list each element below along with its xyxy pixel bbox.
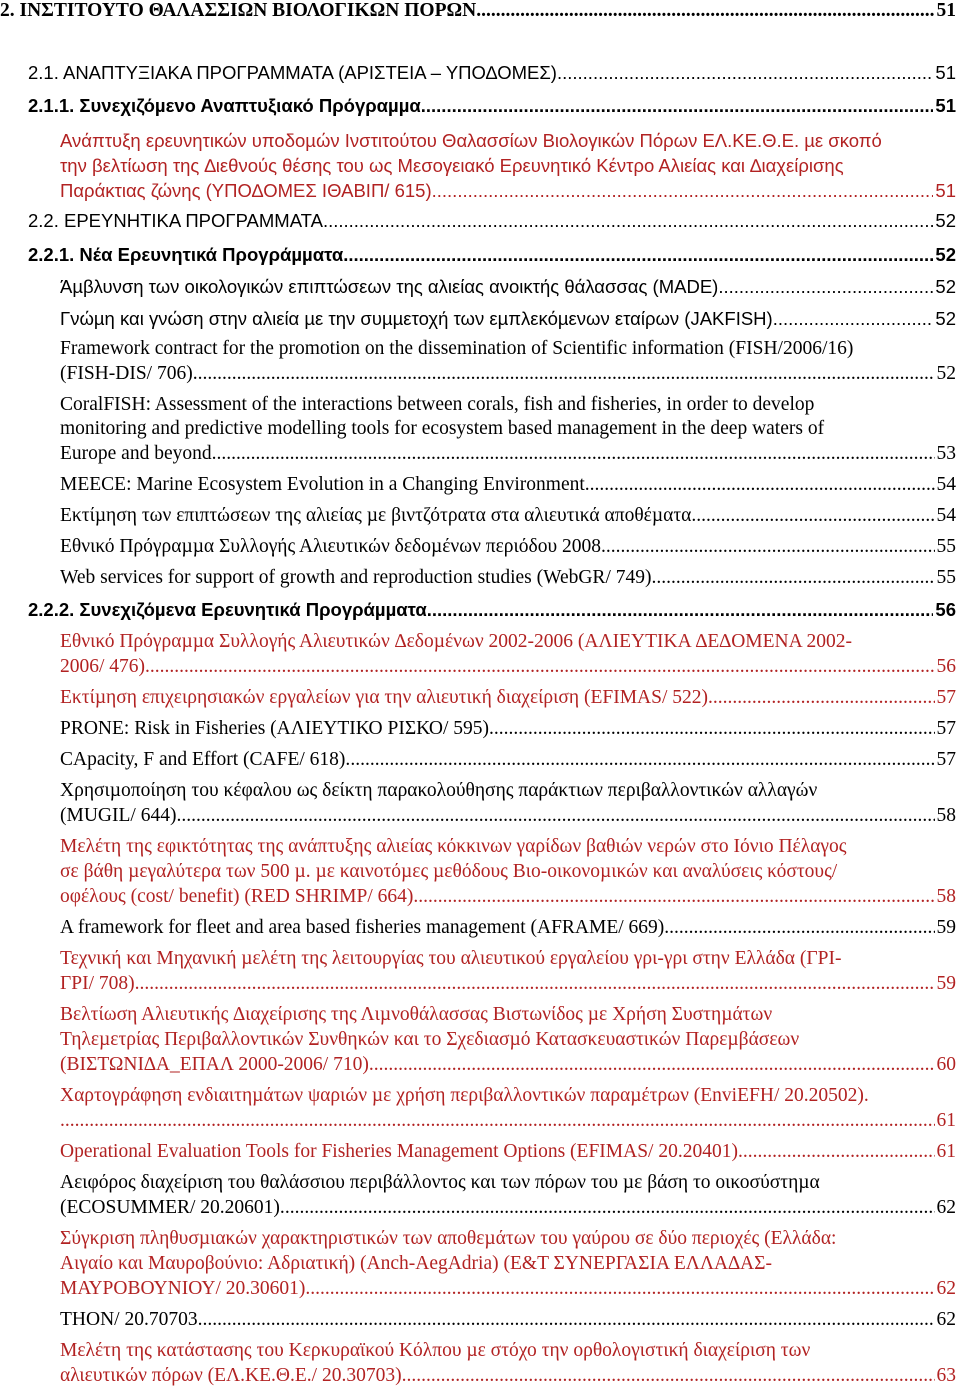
toc-entry-line[interactable] bbox=[60, 567, 956, 589]
toc-entry-line[interactable] bbox=[60, 474, 956, 496]
toc-entry-line[interactable] bbox=[60, 1197, 956, 1219]
toc-entry-line[interactable] bbox=[60, 1340, 956, 1362]
toc-entry-title: CApacity, F and Effort (CAFE/ 618). bbox=[60, 749, 351, 770]
toc-page-number: 61 bbox=[936, 1141, 956, 1162]
toc-entry-line[interactable] bbox=[60, 749, 956, 771]
toc-page-number: 56 bbox=[936, 656, 956, 677]
toc-entry-title: (FISH-DIS/ 706). bbox=[60, 363, 198, 384]
dot-leader bbox=[696, 505, 934, 527]
dot-leader bbox=[606, 536, 935, 558]
toc-entry-title: (ECOSUMMER/ 20.20601). bbox=[60, 1197, 285, 1218]
toc-entry-title: Εθνικό Πρόγραµµα Συλλογής Αλιευτικών ∆εδοµένων 2002-2006 (ΑΛΙΕΥΤΙΚΑ ∆Ε∆ΟΜΕΝΑ 2002- bbox=[60, 631, 853, 652]
toc-entry-line[interactable] bbox=[60, 394, 956, 416]
toc-entry-line[interactable] bbox=[60, 656, 956, 678]
toc-page-number: 56 bbox=[935, 599, 956, 620]
toc-page-number: 63 bbox=[936, 1365, 956, 1386]
toc-entry-line[interactable] bbox=[60, 687, 956, 709]
dot-leader bbox=[437, 180, 934, 202]
toc-page-number: 53 bbox=[936, 443, 956, 464]
toc-page-number: 52 bbox=[936, 363, 956, 384]
dot-leader bbox=[181, 805, 934, 827]
toc-page-number: 61 bbox=[936, 1110, 956, 1131]
toc-page-number: 51 bbox=[935, 62, 956, 83]
toc-entry-line[interactable] bbox=[60, 836, 956, 858]
toc-entry-line[interactable] bbox=[60, 973, 956, 995]
toc-entry-line[interactable] bbox=[60, 780, 956, 802]
toc-page-number: 52 bbox=[935, 276, 956, 297]
dot-leader bbox=[374, 1054, 935, 1076]
toc-entry-line[interactable] bbox=[60, 536, 956, 558]
toc-page-number: 51 bbox=[936, 0, 956, 21]
toc-entry-title: 2.1. ΑΝΑΠΤΥΞΙΑΚΑ ΠΡΟΓΡΑΜΜΑΤΑ (ΑΡΙΣΤΕΙΑ – ΥΠΟ∆ΟΜΕΣ) bbox=[28, 62, 557, 83]
toc-page-number: 62 bbox=[936, 1278, 956, 1299]
toc-entry-line[interactable] bbox=[60, 1309, 956, 1331]
toc-entry-title: Operational Evaluation Tools for Fisheries Management Options (EFIMAS/ 20.20401). bbox=[60, 1141, 743, 1162]
toc-page-number: 55 bbox=[936, 567, 956, 588]
dot-leader bbox=[713, 687, 935, 709]
dot-leader bbox=[60, 1110, 935, 1132]
toc-page-number: 52 bbox=[935, 210, 956, 231]
toc-page-number: 58 bbox=[936, 805, 956, 826]
toc-entry-title: A framework for fleet and area based fisheries management (AFRAME/ 669). bbox=[60, 917, 670, 938]
toc-page-number: 59 bbox=[936, 917, 956, 938]
toc-page-number: 60 bbox=[936, 1054, 956, 1075]
toc-entry-title: Χρησιµοποίηση του κέφαλου ως δείκτη παρακολούθησης παράκτιων περιβαλλοντικών αλλαγών bbox=[60, 780, 818, 801]
toc-entry-2-2[interactable] bbox=[28, 210, 956, 232]
toc-entry-title: Χαρτογράφηση ενδιαιτηµάτων ψαριών µε χρήση περιβαλλοντικών παραµέτρων (EnviEFH/ 20.20502). bbox=[60, 1085, 869, 1106]
toc-entry-title: Αειφόρος διαχείριση του θαλάσσιου περιβάλλοντος και των πόρων του µε βάση το οικοσύστηµα bbox=[60, 1172, 820, 1193]
toc-entry-title: αλιευτικών πόρων (ΕΛ.ΚΕ.Θ.Ε./ 20.30703). bbox=[60, 1365, 407, 1386]
dot-leader bbox=[651, 567, 934, 589]
toc-entry-title: Τεχνική και Μηχανική µελέτη της λειτουργίας του αλιευτικού εργαλείου γρι-γρι στην Ελλάδα (ΓΡΙ- bbox=[60, 948, 842, 969]
toc-entry-2-1-1[interactable] bbox=[28, 95, 956, 117]
toc-entry-title: Framework contract for the promotion on the dissemination of Scientific information (FISH/2006/16) bbox=[60, 338, 854, 359]
toc-entry-title: Άµβλυνση των οικολογικών επιπτώσεων της αλιείας ανοικτής θάλασσας (MADE). bbox=[60, 276, 724, 297]
toc-entry-line[interactable] bbox=[60, 276, 956, 298]
dot-leader bbox=[476, 0, 934, 22]
toc-entry-title: ΓΡΙ/ 708). bbox=[60, 973, 140, 994]
toc-entry-chapter-2[interactable] bbox=[0, 0, 956, 22]
toc-entry-title: Εκτίµηση των επιπτώσεων της αλιείας µε βιντζότρατα στα αλιευτικά αποθέµατα. bbox=[60, 505, 697, 526]
dot-leader bbox=[198, 1309, 935, 1331]
toc-page-number: 54 bbox=[936, 474, 956, 495]
toc-entry-2-2-1[interactable] bbox=[28, 244, 956, 266]
toc-entry-title: 2.2. ΕΡΕΥΝΗΤΙΚΑ ΠΡΟΓΡΑΜΜΑΤΑ bbox=[28, 210, 323, 231]
toc-entry-2-2-2[interactable] bbox=[28, 599, 956, 621]
toc-page-number: 51 bbox=[935, 180, 956, 201]
toc-entry-title: Ανάπτυξη ερευνητικών υποδοµών Ινστιτούτου Θαλασσίων Βιολογικών Πόρων ΕΛ.ΚΕ.Θ.Ε. µε σκοπό bbox=[60, 130, 882, 151]
toc-entry-title: 2.2.2. Συνεχιζόµενα Ερευνητικά Προγράµµατα bbox=[28, 599, 427, 620]
toc-page-number: 52 bbox=[935, 308, 956, 329]
toc-entry-title: ΜΑΥΡΟΒΟΥΝΙΟΥ/ 20.30601). bbox=[60, 1278, 311, 1299]
toc-entry-line[interactable] bbox=[60, 338, 956, 360]
toc-entry-title: Σύγκριση πληθυσµιακών χαρακτηριστικών των αποθεµάτων του γαύρου σε δύο περιοχές (Ελλάδα: bbox=[60, 1228, 837, 1249]
toc-entry-line[interactable] bbox=[60, 1365, 956, 1387]
dot-leader bbox=[140, 973, 935, 995]
dot-leader bbox=[421, 95, 934, 117]
toc-entry-2-1[interactable] bbox=[28, 62, 956, 84]
dot-leader bbox=[743, 1141, 935, 1163]
toc-entry-line[interactable] bbox=[60, 631, 956, 653]
toc-entry-title: 2.1.1. Συνεχιζόµενο Αναπτυξιακό Πρόγραµµα bbox=[28, 95, 421, 116]
dot-leader bbox=[350, 749, 934, 771]
toc-entry-title: Αιγαίο και Μαυροβούνιο: Αδριατική) (Anch-AegAdria) (E&T ΣΥΝΕΡΓΑΣΙΑ ΕΛΛΑ∆ΑΣ- bbox=[60, 1253, 772, 1274]
toc-entry-line[interactable] bbox=[60, 180, 956, 202]
toc-entry-title: MEECE: Marine Ecosystem Evolution in a Changing Environment bbox=[60, 474, 585, 495]
toc-entry-line[interactable] bbox=[60, 443, 956, 465]
toc-entry-title: 2.2.1. Νέα Ερευνητικά Προγράµµατα bbox=[28, 244, 344, 265]
toc-entry-title: Γνώµη και γνώση στην αλιεία µε την συµµετοχή των εµπλεκόµενων εταίρων (JAKFISH). bbox=[60, 308, 778, 329]
toc-page-number: 57 bbox=[936, 687, 956, 708]
toc-entry-line[interactable] bbox=[60, 1085, 956, 1107]
dot-leader bbox=[585, 474, 935, 496]
dot-leader bbox=[494, 718, 935, 740]
toc-entry-title: Μελέτη της εφικτότητας της ανάπτυξης αλιείας κόκκινων γαρίδων βαθιών νερών στο Ιόνιο Πέλαγος bbox=[60, 836, 847, 857]
toc-page-number: 57 bbox=[936, 718, 956, 739]
toc-entry-title: CoralFISH: Assessment of the interactions between corals, fish and fisheries, in order to develop bbox=[60, 394, 815, 415]
toc-entry-line[interactable] bbox=[60, 1054, 956, 1076]
toc-entry-title: Παράκτιας ζώνης (ΥΠΟ∆ΟΜΕΣ ΙΘΑΒΙΠ/ 615). bbox=[60, 180, 437, 201]
toc-entry-title: PRONE: Risk in Fisheries (ΑΛΙΕΥΤΙΚΟ ΡΙΣΚΟ/ 595). bbox=[60, 718, 494, 739]
toc-entry-line[interactable] bbox=[60, 1278, 956, 1300]
toc-entry-line[interactable] bbox=[60, 1029, 956, 1051]
toc-entry-title: 2. ΙΝΣΤΙΤΟΥΤΟ ΘΑΛΑΣΣΙΩΝ ΒΙΟΛΟΓΙΚΩΝ ΠΟΡΩΝ bbox=[0, 0, 477, 21]
toc-entry-title: Μελέτη της κατάστασης του Κερκυραϊκού Κόλπου µε στόχο την ορθολογιστική διαχείριση των bbox=[60, 1340, 811, 1361]
dot-leader bbox=[723, 276, 933, 298]
toc-entry-title: Τηλεµετρίας Περιβαλλοντικών Συνθηκών και το Σχεδιασµό Κατασκευαστικών Παρεµβάσεων bbox=[60, 1029, 800, 1050]
toc-entry-line[interactable] bbox=[60, 1141, 956, 1163]
toc-entry-title: οφέλους (cost/ benefit) (RED SHRIMP/ 664). bbox=[60, 886, 419, 907]
toc-entry-line[interactable] bbox=[60, 1004, 956, 1026]
dot-leader bbox=[343, 244, 933, 266]
toc-entry-title: monitoring and predictive modelling tools for ecosystem based management in the deep waters of bbox=[60, 418, 825, 439]
toc-entry-title: THON/ 20.70703 bbox=[60, 1309, 198, 1330]
dot-leader bbox=[217, 443, 935, 465]
toc-page-number: 52 bbox=[935, 244, 956, 265]
toc-page-number: 55 bbox=[936, 536, 956, 557]
toc-entry-title: την βελτίωση της ∆ιεθνούς θέσης του ως Μεσογειακό Ερευνητικό Κέντρο Αλιείας και ∆ιαχείρισης bbox=[60, 155, 844, 176]
toc-entry-line[interactable] bbox=[60, 861, 956, 883]
toc-entry-line[interactable] bbox=[60, 1172, 956, 1194]
toc-entry-title: Εθνικό Πρόγραµµα Συλλογής Αλιευτικών δεδοµένων περιόδου 2008. bbox=[60, 536, 606, 557]
toc-entry-line[interactable] bbox=[60, 155, 956, 177]
toc-page-number: 54 bbox=[936, 505, 956, 526]
dot-leader bbox=[418, 886, 934, 908]
dot-leader bbox=[198, 363, 935, 385]
toc-entry-line[interactable] bbox=[60, 418, 956, 440]
toc-entry-line[interactable] bbox=[60, 948, 956, 970]
toc-entry-title: 2006/ 476). bbox=[60, 656, 150, 677]
toc-entry-line[interactable] bbox=[60, 130, 956, 152]
dot-leader bbox=[557, 62, 933, 84]
toc-entry-title: Βελτίωση Αλιευτικής ∆ιαχείρισης της Λιµνοθάλασσας Βιστωνίδος µε Χρήση Συστηµάτων bbox=[60, 1004, 773, 1025]
toc-entry-title: Web services for support of growth and reproduction studies (WebGR/ 749) bbox=[60, 567, 652, 588]
dot-leader bbox=[669, 917, 934, 939]
toc-entry-title: (ΒΙΣΤΩΝΙ∆Α_ΕΠΑΛ 2000-2006/ 710). bbox=[60, 1054, 374, 1075]
toc-entry-line[interactable] bbox=[60, 886, 956, 908]
dot-leader bbox=[323, 210, 933, 232]
dot-leader bbox=[406, 1365, 934, 1387]
toc-entry-title: Εκτίµηση επιχειρησιακών εργαλείων για την αλιευτική διαχείριση (EFIMAS/ 522). bbox=[60, 687, 713, 708]
toc-entry-line[interactable] bbox=[60, 1110, 956, 1132]
toc-page-number: 58 bbox=[936, 886, 956, 907]
toc-entry-line[interactable] bbox=[60, 1253, 956, 1275]
dot-leader bbox=[427, 599, 934, 621]
toc-page-number: 62 bbox=[936, 1309, 956, 1330]
toc-entry-line[interactable] bbox=[60, 1228, 956, 1250]
toc-entry-line[interactable] bbox=[60, 805, 956, 827]
toc-entry-line[interactable] bbox=[60, 363, 956, 385]
toc-entry-line[interactable] bbox=[60, 718, 956, 740]
toc-entry-title: σε βάθη µεγαλύτερα των 500 µ. µε καινοτόµες µεθόδους Βιο-οικονοµικών και αναλύσεις κόστους/ bbox=[60, 861, 838, 882]
dot-leader bbox=[285, 1197, 935, 1219]
toc-entry-title: (MUGIL/ 644). bbox=[60, 805, 182, 826]
toc-entry-title: Europe and beyond. bbox=[60, 443, 217, 464]
toc-entry-line[interactable] bbox=[60, 308, 956, 330]
dot-leader bbox=[150, 656, 935, 678]
toc-page-number: 62 bbox=[936, 1197, 956, 1218]
dot-leader bbox=[778, 308, 934, 330]
toc-entry-line[interactable] bbox=[60, 917, 956, 939]
toc-page-number: 57 bbox=[936, 749, 956, 770]
toc-entry-line[interactable] bbox=[60, 505, 956, 527]
toc-page-number: 51 bbox=[935, 95, 956, 116]
dot-leader bbox=[310, 1278, 934, 1300]
toc-page-number: 59 bbox=[936, 973, 956, 994]
